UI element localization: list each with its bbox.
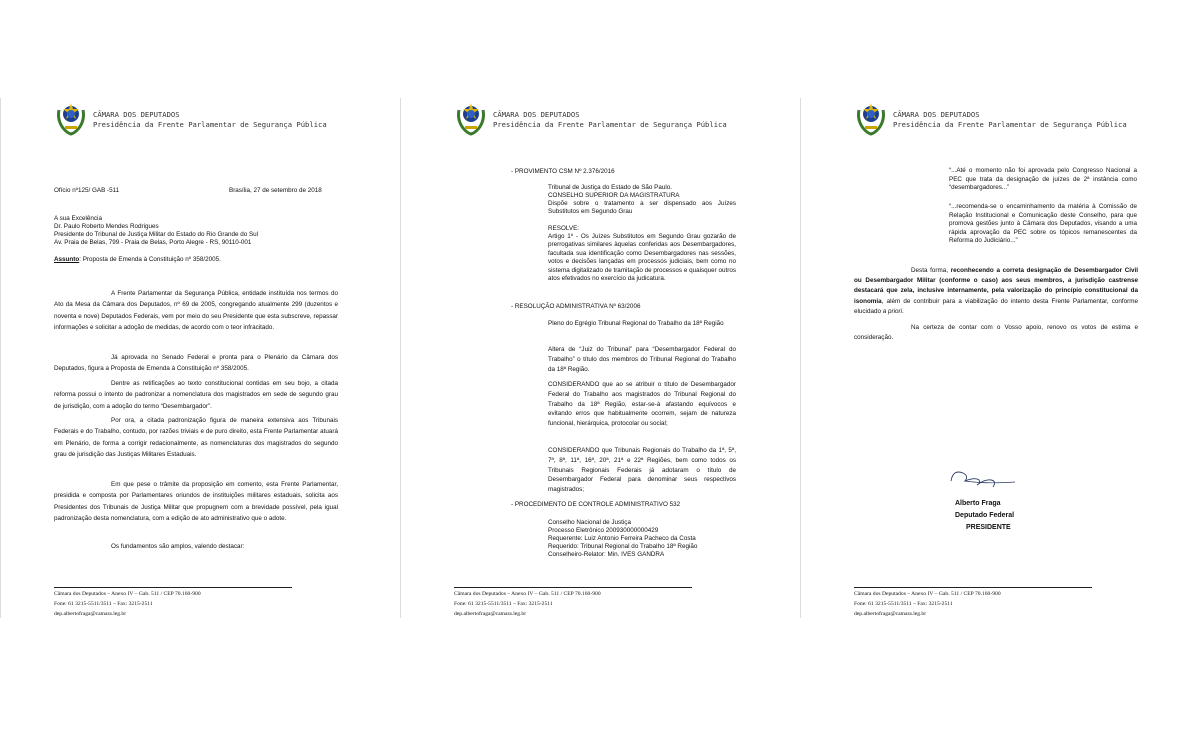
document-page-3 — [800, 98, 1198, 618]
paragraph: Os fundamentos são amplos, valendo destacar: — [111, 543, 245, 550]
section-title: - PROCEDIMENTO DE CONTROLE ADMINISTRATIVO 532 — [511, 501, 681, 508]
footer-rule — [454, 587, 692, 588]
letterhead-dept: Presidência da Frente Parlamentar de Segurança Pública — [93, 120, 327, 129]
signatory-title: Deputado Federal — [955, 512, 1015, 519]
text-line: Conselho Nacional de Justiça — [548, 519, 631, 526]
text-line: Conselheiro-Relator: Min. IVES GANDRA — [548, 551, 665, 558]
text-run: Desta forma, — [911, 267, 951, 274]
text-line: CONSELHO SUPERIOR DA MAGISTRATURA — [548, 192, 680, 199]
footer — [454, 589, 601, 619]
text-line: Tribunal de Justiça do Estado de São Paulo. — [548, 184, 673, 191]
quote-block: “...recomenda-se o encaminhamento da matéria à Comissão de Relação Institucional e Comunicação deste Conselho, para que promova gestões junto à Câmara dos Deputados, visando a uma rápida aprovação da PEC sobre os tópicos remanescentes da Reforma do Judiciário...” — [949, 203, 1137, 245]
letterhead-dept: Presidência da Frente Parlamentar de Segurança Pública — [893, 120, 1127, 129]
addressee-line-4: Av. Praia de Belas, 799 - Praia de Belas, Porto Alegre - RS, 90110-001 — [54, 239, 252, 246]
document-page-1 — [0, 98, 398, 618]
text-line: RESOLVE: — [548, 225, 580, 232]
paragraph: Já aprovada no Senado Federal e pronta para o Plenário da Câmara dos Deputados, figura a Proposta de Emenda à Constituição nº 358/2005. — [54, 354, 338, 373]
addressee-line-3: Presidente do Tribunal de Justiça Militar do Estado do Rio Grande do Sul — [54, 231, 259, 238]
text-block: Dispõe sobre o tratamento a ser dispensado aos Juízes Substitutos em Segundo Grau — [548, 200, 736, 216]
footer-email: dep.albertofraga@camara.leg.br — [454, 611, 527, 617]
text-block: Altera de “Juiz do Tribunal” para “Desembargador Federal do Trabalho” o título dos membros do Tribunal Regional do Trabalho da 18ª Região. — [548, 346, 736, 373]
paragraph: Em que pese o trâmite da proposição em comento, esta Frente Parlamentar, presidida e composta por Parlamentares oriundos de instituições militares estaduais, solicita aos Presidentes dos Tribunais de Justiça Militar que propugnem com a brevidade possível, pela igual padronização desta nomenclatura, com a edição de ato administrativo que o adote. — [54, 481, 338, 522]
text-block: CONSIDERANDO que Tribunais Regionais do Trabalho da 1ª, 5ª, 7ª, 8ª, 11ª, 16ª, 20ª, 21ª e 22ª Regiões, bem como todos os Tribunais Regionais Federais já adotaram o título de Desembargador Federal para denominar seus respectivos magistrados; — [548, 447, 736, 494]
italic-text: a priori — [882, 307, 902, 315]
signatory-role: PRESIDENTE — [966, 524, 1011, 531]
emphasis-text: reconhecendo a correta designação de Desembargador Civil ou Desembargador Militar (conforme o caso) aos seus membros, a jurisdição castrense destacará que zela, inclusive internamente, pela valorização do princípio constitucional da isonomia — [854, 267, 1139, 305]
footer-address: Câmara dos Deputados – Anexo IV – Gab. 511 / CEP 70.160-900 — [454, 591, 601, 597]
subject-text: : Proposta de Emenda à Constituição nº 358/2005. — [79, 256, 221, 263]
letterhead — [893, 110, 1127, 130]
footer-phone: Fone: 61 3215-5511/3511 – Fax: 3215-2511 — [454, 601, 553, 607]
section-title: - RESOLUÇÃO ADMINISTRATIVA Nº 63/2006 — [511, 303, 641, 310]
footer-email: dep.albertofraga@camara.leg.br — [54, 611, 127, 617]
text-run: . — [901, 307, 904, 315]
text-block: Pleno do Egrégio Tribunal Regional do Trabalho da 18ª Região — [548, 320, 724, 327]
quote-block: “...Até o momento não foi aprovada pelo Congresso Nacional a PEC que trata da designação de juízes de 2ª instância como “desembargadores...” — [949, 167, 1137, 192]
document-page-2 — [400, 98, 798, 618]
letterhead — [93, 110, 327, 130]
addressee-line-1: A sua Excelência — [54, 215, 102, 222]
footer — [854, 589, 1001, 619]
letterhead-org: CÂMARA DOS DEPUTADOS — [893, 110, 980, 119]
coat-of-arms-icon — [855, 100, 887, 136]
closing-paragraph: Na certeza de contar com o Vosso apoio, renovo os votos de estima e consideração. — [854, 324, 1138, 342]
letterhead-org: CÂMARA DOS DEPUTADOS — [493, 110, 580, 119]
letter-date: Brasília, 27 de setembro de 2018 — [229, 187, 322, 194]
subject-line — [54, 256, 221, 264]
conclusion-paragraph — [854, 266, 1138, 317]
letterhead-org: CÂMARA DOS DEPUTADOS — [93, 110, 180, 119]
coat-of-arms-icon — [55, 100, 87, 136]
footer-address: Câmara dos Deputados – Anexo IV – Gab. 511 / CEP 70.160-900 — [854, 591, 1001, 597]
footer-phone: Fone: 61 3215-5511/3511 – Fax: 3215-2511 — [54, 601, 153, 607]
text-block: CONSIDERANDO que ao se atribuir o título de Desembargador Federal do Trabalho aos magistrados do Tribunal Regional do Trabalho da 18ª Região, estar-se-á afastando equívocos e evitando erros que habitualmente ocorrem, sejam de natureza funcional, hierárquica, protocolar ou social; — [548, 381, 736, 428]
text-line: Requerido: Tribunal Regional do Trabalho 18ª Região — [548, 543, 698, 550]
coat-of-arms-icon — [455, 100, 487, 136]
footer-address: Câmara dos Deputados – Anexo IV – Gab. 511 / CEP 70.160-900 — [54, 591, 201, 597]
subject-label: Assunto — [54, 256, 80, 263]
footer — [54, 589, 201, 619]
footer-rule — [854, 587, 1092, 588]
letterhead-dept: Presidência da Frente Parlamentar de Segurança Pública — [493, 120, 727, 129]
footer-rule — [54, 587, 292, 588]
paragraph: Por ora, a citada padronização figura de maneira extensiva aos Tribunais Federais e do Trabalho, contudo, por razões triviais e de puro direito, esta Frente Parlamentar atuará em Plenário, de forma a corrigir redacionalmente, as nomenclaturas dos magistrados do segundo grau de jurisdição das Justiças Militares Estaduais. — [54, 417, 338, 458]
paragraph: Dentre as retificações ao texto constitucional contidas em seu bojo, a citada reforma possui o intento de padronizar a nomenclatura dos magistrados em sede de segundo grau de jurisdição, com a adoção do termo “Desembargador”. — [54, 380, 338, 410]
addressee-line-2: Dr. Paulo Roberto Mendes Rodrigues — [54, 223, 159, 230]
signatory-name: Alberto Fraga — [955, 500, 1001, 507]
letterhead — [493, 110, 727, 130]
text-line: Processo Eletrônico 200930000000429 — [548, 527, 659, 534]
signature-image — [945, 463, 1025, 489]
section-title: - PROVIMENTO CSM Nº 2.376/2016 — [511, 168, 615, 175]
office-reference: Ofício nº125/ GAB -511 — [54, 187, 120, 194]
text-block: Artigo 1º - Os Juízes Substitutos em Segundo Grau gozarão de prerrogativas similares àquelas conferidas aos Desembargadores, facultada sua identificação como Desembargadores nas sessões, votos e decisões lançadas em processos judiciais, bem como no sistema digitalizado de tramitação de processos e quaisquer outros atos efetivados no exercício da judicatura. — [548, 233, 736, 283]
paragraph: A Frente Parlamentar da Segurança Pública, entidade instituída nos termos do Ato da Mesa da Câmara dos Deputados, nº 69 de 2005, congregando atualmente 299 (duzentos e noventa e nove) Deputados Federais, vem por meio do seu Presidente que esta subscreve, repassar informações e solicitar a adoção de medidas, de acordo com o teor infracitado. — [54, 290, 338, 331]
text-run: , além de contribuir para a viabilização do intento desta Frente Parlamentar, conforme elucidado — [854, 297, 1138, 315]
text-line: Requerente: Luiz Antonio Ferreira Pacheco da Costa — [548, 535, 696, 542]
footer-phone: Fone: 61 3215-5511/3511 – Fax: 3215-2511 — [854, 601, 953, 607]
footer-email: dep.albertofraga@camara.leg.br — [854, 611, 927, 617]
